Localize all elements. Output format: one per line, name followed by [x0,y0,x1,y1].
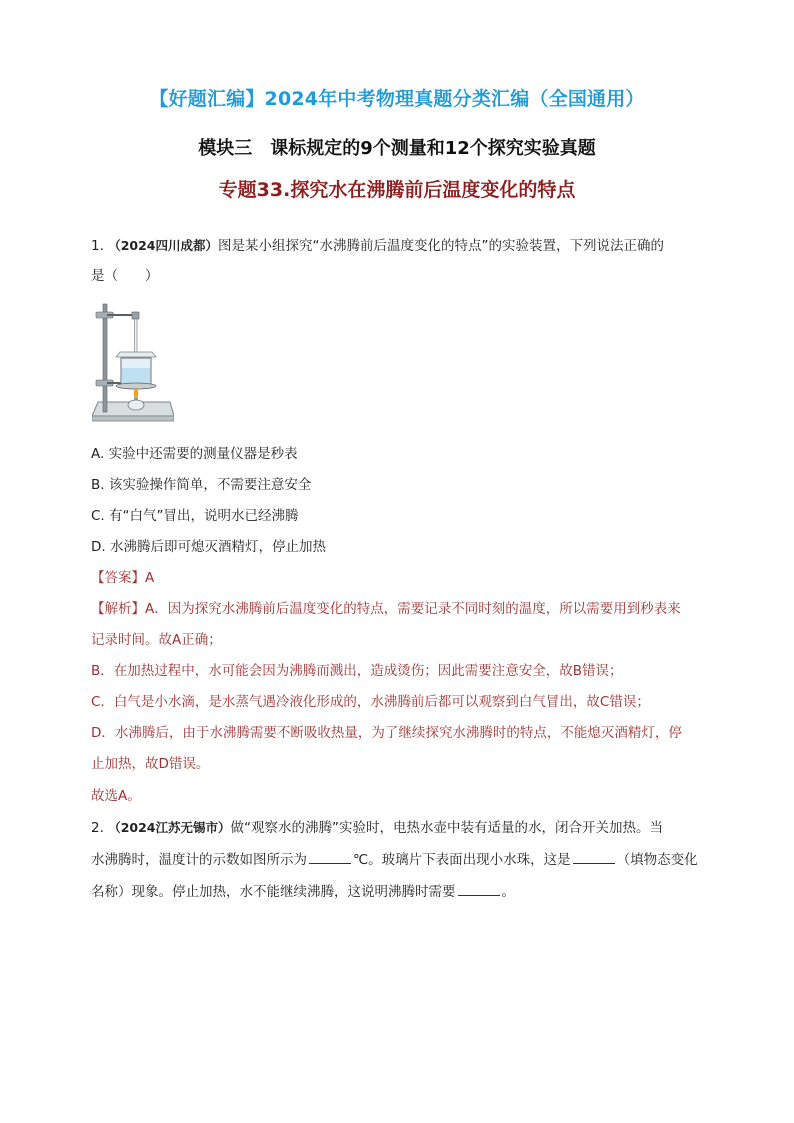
q2-blank-condition [458,882,500,896]
answer-value: A [145,570,155,586]
q2-blank-temperature [309,850,351,864]
q1-option-b: B. 该实验操作简单，不需要注意安全 [91,477,312,493]
q1-analysis-d2: 止加热，故D错误。 [91,756,210,772]
analysis-label: 【解析】 [91,601,145,617]
q1-option-d: D. 水沸腾后即可熄灭酒精灯，停止加热 [91,539,326,555]
q2-line1 [91,818,711,838]
q2-number: 2. [91,820,104,836]
q2-source: （2024江苏无锡市） [108,820,231,835]
q2-line2-part1: 水沸腾时，温度计的示数如图所示为 [91,852,307,868]
q2-line2-part2: ℃。玻璃片下表面出现小水珠，这是 [353,852,571,868]
q2-line3 [91,882,711,902]
q1-source: （2024四川成都） [108,238,218,253]
analysis-a-text: A．因为探究水沸腾前后温度变化的特点，需要记录不同时刻的温度，所以需要用到秒表来 [145,601,681,617]
q1-option-c: C. 有“白气”冒出，说明水已经沸腾 [91,508,299,524]
module-title: 模块三 课标规定的9个测量和12个探究实验真题 [198,138,596,159]
q2-line2 [91,850,711,870]
document-title: 【好题汇编】2024年中考物理真题分类汇编（全国通用） [149,88,645,110]
q1-option-a: A. 实验中还需要的测量仪器是秒表 [91,446,298,462]
answer-label: 【答案】 [91,570,145,586]
q1-analysis-d1: D．水沸腾后，由于水沸腾需要不断吸收热量，为了继续探究水沸腾时的特点，不能熄灭酒精灯，停 [91,725,682,741]
q1-stem-text: 图是某小组探究“水沸腾前后温度变化的特点”的实验装置，下列说法正确的 [217,238,664,254]
q1-analysis-b: B．在加热过程中，水可能会因为沸腾而溅出，造成烫伤；因此需要注意安全，故B错误； [91,663,623,679]
q1-analysis-line2: 记录时间。故A正确； [91,632,222,648]
q2-line3-part2: 。 [501,884,515,900]
q1-conclusion: 故选A。 [91,788,141,804]
topic-title: 专题33.探究水在沸腾前后温度变化的特点 [218,179,576,201]
q1-analysis-line1 [91,599,711,619]
q1-stem-line2: 是（ ） [91,268,159,284]
q2-line3-part1: 名称）现象。停止加热，水不能继续沸腾，这说明沸腾时需要 [91,884,456,900]
q2-line1-text: 做“观察水的沸腾”实验时，电热水壶中装有适量的水，闭合开关加热。当 [230,820,663,836]
q1-answer [91,568,711,588]
q1-number: 1. [91,238,104,254]
q2-line2-part3: （填物态变化 [616,852,698,868]
q2-blank-phase-change [573,850,615,864]
boiling-apparatus-figure [92,296,174,428]
q1-analysis-c: C．白气是小水滴，是水蒸气遇冷液化形成的，水沸腾前后都可以观察到白气冒出，故C错误； [91,694,650,710]
q1-stem-line1 [91,236,711,256]
